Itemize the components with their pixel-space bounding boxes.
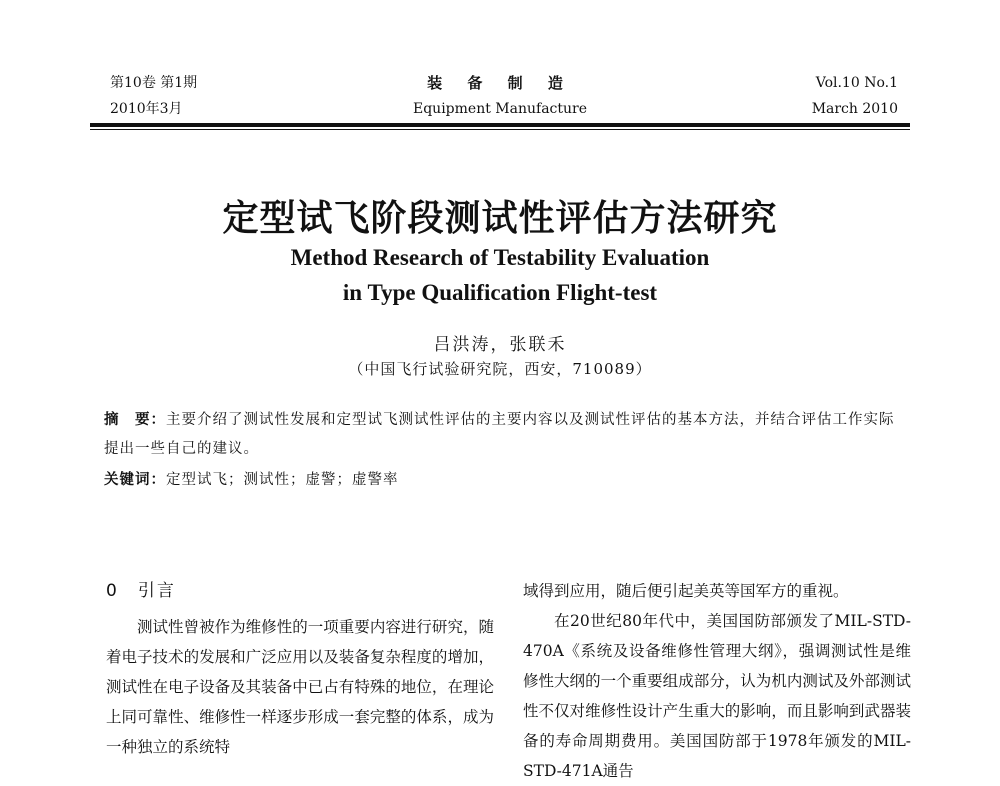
journal-name-en: Equipment Manufacture <box>413 101 587 117</box>
intro-paragraph-continued: 域得到应用，随后便引起美英等国军方的重视。 <box>523 582 849 600</box>
header-rule-thick <box>90 123 910 127</box>
keywords-text: 定型试飞；测试性；虚警；虚警率 <box>166 472 399 488</box>
abstract <box>104 406 904 464</box>
paper-title-en <box>0 240 1000 310</box>
abstract-label: 摘 要： <box>104 412 166 428</box>
keywords-label: 关键词： <box>104 472 166 488</box>
header-rule-thin <box>90 129 910 130</box>
affiliation: （中国飞行试验研究院，西安，710089） <box>348 360 652 378</box>
paper-title-en-line2: in Type Qualification Flight-test <box>342 280 658 305</box>
section-heading-introduction: 0 引言 <box>106 581 176 601</box>
volume-issue-en: Vol.10 No.1 <box>815 75 898 91</box>
intro-paragraph-2: 在20世纪80年代中，美国国防部颁发了MIL-STD-470A《系统及设备维修性管理大纲》，强调测试性是维修性大纲的一个重要组成部分，认为机内测试及外部测试性不仅对维修性设计产生重大的影响，而且影响到武器装备的寿命周期费用。美国国防部于1978年颁发的MIL-STD-471A通告 <box>523 612 911 780</box>
intro-paragraph-1: 测试性曾被作为维修性的一项重要内容进行研究，随着电子技术的发展和广泛应用以及装备复杂程度的增加，测试性在电子设备及其装备中已占有特殊的地位，在理论上同可靠性、维修性一样逐步形成一套完整的体系，成为一种独立的系统特 <box>106 618 494 756</box>
journal-name-cn: 装 备 制 造 <box>427 74 573 92</box>
journal-issue-info-en <box>812 70 898 122</box>
volume-issue: 第10卷 第1期 <box>110 75 198 91</box>
authors: 吕洪涛，张联禾 <box>433 335 567 355</box>
keywords <box>104 466 904 495</box>
paper-title-en-line1: Method Research of Testability Evaluation <box>290 245 710 270</box>
abstract-text: 主要介绍了测试性发展和定型试飞测试性评估的主要内容以及测试性评估的基本方法，并结合评估工作实际提出一些自己的建议。 <box>104 412 895 457</box>
publication-date-en: March 2010 <box>811 101 898 117</box>
body-column-left <box>106 576 494 762</box>
paper-title-cn: 定型试飞阶段测试性评估方法研究 <box>222 198 778 239</box>
publication-date: 2010年3月 <box>110 101 183 117</box>
body-column-right <box>523 576 911 786</box>
